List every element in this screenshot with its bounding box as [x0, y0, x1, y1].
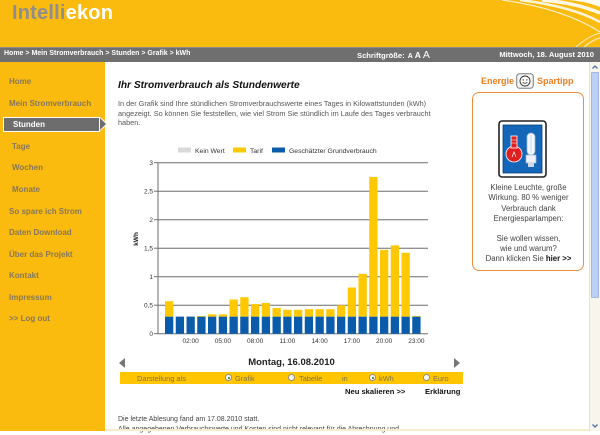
- intro-line: angezeigt. So können Sie feststellen, wie viel Strom Sie stündlich im Laufe des Tages verbraucht: [118, 108, 431, 118]
- tip-heading-energie: Energie: [481, 76, 515, 86]
- breadcrumb-separator: >: [169, 50, 174, 57]
- unit-label: in: [342, 373, 348, 383]
- bar-segment: [316, 309, 324, 316]
- font-size-small-button[interactable]: A: [407, 53, 413, 60]
- sidebar-item-monate[interactable]: Monate: [12, 185, 40, 194]
- tip-line: Wirkung. 80 % weniger: [488, 193, 569, 203]
- breadcrumb-grafik[interactable]: Grafik: [147, 50, 168, 57]
- breadcrumb-separator: >: [105, 50, 110, 57]
- bar-segment: [391, 317, 399, 334]
- x-tick-label: 11:00: [279, 338, 296, 345]
- bar-segment: [219, 314, 227, 316]
- radio-tabelle-label[interactable]: Tabelle: [299, 373, 323, 383]
- x-tick-label: 20:00: [376, 338, 393, 345]
- bar-segment: [326, 317, 334, 334]
- bar-segment: [294, 317, 302, 334]
- x-tick-label: 05:00: [214, 338, 232, 345]
- energy-saving-bulb-icon[interactable]: [498, 120, 547, 178]
- sidebar-item-impressum[interactable]: Impressum: [9, 293, 52, 302]
- bar-segment: [348, 288, 356, 317]
- bar-segment: [283, 317, 291, 334]
- bar-segment: [369, 317, 377, 334]
- bar-segment: [369, 177, 377, 317]
- sidebar-item-home[interactable]: Home: [9, 77, 32, 86]
- tip-cta-link[interactable]: hier >>: [545, 254, 572, 264]
- legend-swatch: [178, 148, 191, 153]
- explanation-link[interactable]: Erklärung: [425, 387, 461, 396]
- bar-segment: [391, 245, 399, 316]
- next-day-arrow-icon[interactable]: [454, 358, 460, 368]
- x-tick-label: 02:00: [182, 338, 199, 345]
- legend-label: Tarif: [250, 148, 263, 155]
- y-tick-label: 1: [149, 274, 153, 282]
- y-tick-label: 0,5: [143, 302, 153, 310]
- tip-line: Verbrauch dank: [501, 203, 556, 213]
- legend-swatch: [233, 148, 246, 153]
- last-reading-text: Die letzte Ablesung fand am 17.08.2010 statt.: [118, 416, 260, 423]
- sidebar-item-stunden[interactable]: Stunden: [3, 117, 100, 132]
- tip-spacer: [472, 225, 585, 234]
- bar-segment: [294, 310, 302, 317]
- energy-tip-text: [472, 183, 585, 265]
- sidebar-item-tage[interactable]: Tage: [12, 142, 31, 151]
- bar-segment: [230, 300, 238, 317]
- tip-cta-line: [472, 254, 585, 264]
- bar-segment: [305, 309, 313, 316]
- bar-segment: [359, 274, 367, 317]
- breadcrumb-separator: >: [25, 50, 30, 57]
- y-tick-label: 2: [149, 217, 153, 225]
- bar-segment: [305, 317, 313, 334]
- intro-line: In der Grafik sind Ihre stündlichen Stromverbrauchswerte eines Tages in Kilowattstunden (kWh): [118, 99, 427, 108]
- sidebar-item-mein-stromverbrauch[interactable]: Mein Stromverbrauch: [9, 99, 92, 108]
- font-size-large-button[interactable]: A: [422, 49, 430, 61]
- bar-segment: [251, 304, 259, 317]
- radio-euro-label[interactable]: Euro: [433, 373, 449, 383]
- legend-label: Geschätzter Grundverbrauch: [289, 148, 377, 155]
- site-header: [0, 0, 600, 47]
- vertical-scrollbar[interactable]: [589, 62, 600, 431]
- tip-question-line: wie und warum?: [500, 244, 557, 254]
- bar-segment: [412, 317, 420, 334]
- header-swoosh-decoration: [480, 0, 600, 47]
- scroll-up-arrow-icon[interactable]: [591, 63, 599, 71]
- tip-question-line: Sie wollen wissen,: [496, 233, 561, 243]
- tip-cta-prefix: Dann klicken Sie: [485, 254, 544, 264]
- y-tick-label: 3: [149, 160, 153, 168]
- bar-segment: [326, 309, 334, 316]
- bar-segment: [316, 317, 324, 334]
- selected-day-label: Montag, 16.08.2010: [248, 357, 335, 368]
- reading-info: [118, 415, 399, 435]
- breadcrumb-kwh: kWh: [175, 50, 191, 57]
- legend-swatch: [272, 148, 285, 153]
- x-tick-label: 23:00: [408, 338, 425, 345]
- radio-euro[interactable]: [423, 374, 430, 381]
- tip-line: Kleine Leuchte, große: [490, 183, 567, 192]
- display-options-bar: [120, 372, 463, 384]
- breadcrumb: [4, 50, 190, 57]
- bar-segment: [187, 317, 195, 334]
- bar-segment: [348, 317, 356, 334]
- bar-segment: [337, 317, 345, 334]
- bar-segment: [219, 317, 227, 334]
- sidebar-item-log-out[interactable]: >> Log out: [9, 314, 50, 323]
- intro-text: [118, 99, 431, 128]
- bar-segment: [359, 317, 367, 334]
- font-size-selector: [357, 49, 430, 61]
- sidebar-nav: [0, 62, 105, 431]
- radio-grafik-label[interactable]: Grafik: [235, 373, 255, 383]
- sidebar-item-so-spare-ich-strom[interactable]: So spare ich Strom: [9, 207, 82, 216]
- logo-part-intelli: Intelli: [12, 2, 66, 24]
- bar-segment: [251, 317, 259, 334]
- bar-segment: [208, 317, 216, 334]
- x-tick-label: 14:00: [311, 338, 328, 345]
- bar-segment: [273, 308, 281, 317]
- page-title: Ihr Stromverbrauch als Stundenwerte: [118, 80, 300, 91]
- top-bar: [0, 47, 600, 62]
- intro-line: haben.: [118, 118, 141, 128]
- breadcrumb-stunden[interactable]: Stunden: [111, 50, 140, 57]
- font-size-label: Schriftgröße:: [357, 51, 405, 60]
- bar-segment: [402, 317, 410, 334]
- sidebar-item-kontakt[interactable]: Kontakt: [9, 271, 39, 280]
- smiley-icon: [516, 73, 534, 89]
- y-axis-label: kWh: [133, 232, 140, 246]
- breadcrumb-home[interactable]: Home: [4, 50, 24, 57]
- bar-segment: [262, 317, 270, 334]
- radio-kwh-label[interactable]: kWh: [379, 373, 394, 383]
- bar-segment: [380, 317, 388, 334]
- bar-segment: [165, 301, 173, 316]
- current-date: Mittwoch, 18. August 2010: [499, 50, 594, 59]
- bar-segment: [380, 250, 388, 317]
- bar-segment: [262, 303, 270, 317]
- bar-segment: [230, 317, 238, 334]
- bar-segment: [208, 314, 216, 316]
- rescale-link[interactable]: Neu skalieren >>: [345, 387, 406, 396]
- bar-segment: [240, 317, 248, 334]
- logo[interactable]: [12, 2, 113, 25]
- bar-segment: [240, 297, 248, 316]
- bar-segment: [165, 317, 173, 334]
- radio-grafik[interactable]: [225, 374, 232, 381]
- sidebar-item-daten-download[interactable]: Daten Download: [9, 228, 72, 237]
- y-tick-label: 0: [149, 331, 153, 339]
- breadcrumb-separator: >: [141, 50, 146, 57]
- bar-segment: [283, 310, 291, 317]
- bar-segment: [412, 316, 420, 317]
- radio-kwh[interactable]: [369, 374, 376, 381]
- sidebar-item-ueber-das-projekt[interactable]: Über das Projekt: [9, 250, 73, 259]
- scroll-down-arrow-icon[interactable]: [591, 422, 599, 430]
- sidebar-item-wochen[interactable]: Wochen: [12, 163, 43, 172]
- breadcrumb-mein-stromverbrauch[interactable]: Mein Stromverbrauch: [31, 50, 104, 57]
- x-tick-label: 08:00: [247, 338, 264, 345]
- legend-label: Kein Wert: [195, 148, 225, 155]
- logo-part-ekon: ekon: [65, 2, 114, 24]
- y-tick-label: 2,5: [143, 188, 153, 196]
- bar-segment: [402, 253, 410, 317]
- font-size-medium-button[interactable]: A: [414, 50, 421, 60]
- bar-segment: [273, 317, 281, 334]
- bar-segment: [176, 317, 184, 334]
- bar-segment: [197, 316, 205, 317]
- bar-segment: [197, 317, 205, 334]
- display-as-label: Darstellung als: [137, 373, 186, 383]
- x-tick-label: 17:00: [343, 338, 361, 345]
- y-tick-label: 1,5: [143, 245, 153, 253]
- bar-segment: [337, 305, 345, 316]
- tip-line: Energiesparlampen:: [493, 214, 564, 224]
- hourly-consumption-chart: [110, 140, 440, 350]
- scrollbar-thumb[interactable]: [591, 72, 599, 298]
- radio-tabelle[interactable]: [288, 374, 295, 381]
- tip-heading-spartipp: Spartipp: [537, 76, 574, 86]
